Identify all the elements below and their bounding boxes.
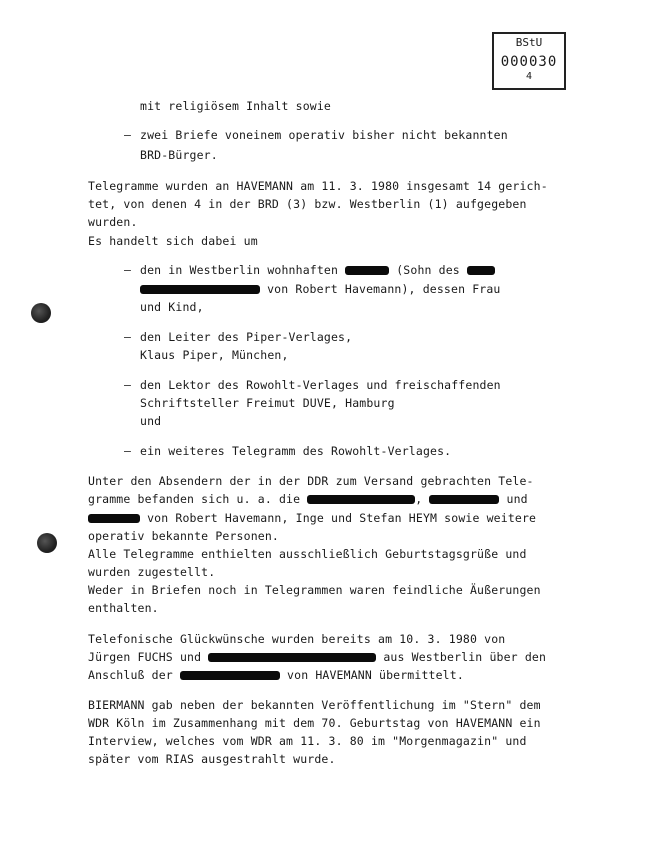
text-line: tet, von denen 4 in der BRD (3) bzw. Westberlin (1) aufgegeben [88, 197, 527, 211]
text-line: und Kind, [140, 300, 204, 314]
text-line: wurden zugestellt. [88, 565, 216, 579]
text-line: gramme befanden sich u. a. die , und [88, 492, 528, 506]
text-line: WDR Köln im Zusammenhang mit dem 70. Geburtstag von HAVEMANN ein [88, 716, 541, 730]
text-segment: von Robert Havemann), dessen Frau [267, 282, 501, 296]
text-line: Es handelt sich dabei um [88, 234, 258, 248]
redaction-bar [180, 671, 280, 680]
punch-hole-bottom [37, 533, 57, 553]
redaction-bar [88, 514, 140, 523]
text-segment: von Robert Havemann, Inge und Stefan HEYM sowie weitere [147, 511, 537, 525]
redaction-bar [429, 495, 499, 504]
bullet-dash: – [124, 330, 131, 344]
text-line: mit religiösem Inhalt sowie [140, 99, 331, 113]
text-line: später vom RIAS ausgestrahlt wurde. [88, 752, 336, 766]
bullet-dash: – [124, 263, 131, 277]
text-line [140, 282, 501, 296]
stamp-sub: 4 [525, 71, 533, 82]
text-line: Klaus Piper, München, [140, 348, 289, 362]
text-line: ein weiteres Telegramm des Rowohlt-Verlages. [140, 444, 452, 458]
text-line: Schriftsteller Freimut DUVE, Hamburg [140, 396, 395, 410]
text-segment: aus Westberlin über den [383, 650, 547, 664]
text-line: Telegramme wurden an HAVEMANN am 11. 3. 1980 insgesamt 14 gerich- [88, 179, 548, 193]
text-line [88, 650, 546, 664]
text-line [88, 668, 464, 682]
stamp-number: 000030 [500, 54, 558, 70]
text-line: operativ bekannte Personen. [88, 529, 279, 543]
text-line: Weder in Briefen noch in Telegrammen waren feindliche Äußerungen [88, 583, 541, 597]
redaction-bar [307, 495, 415, 504]
text-segment: von HAVEMANN übermittelt. [287, 668, 464, 682]
text-segment: (Sohn des [396, 263, 460, 277]
text-line [140, 263, 495, 277]
text-line: und [140, 414, 162, 428]
text-segment: Jürgen FUCHS und [88, 650, 202, 664]
redaction-bar [208, 653, 376, 662]
text-line: Alle Telegramme enthielten ausschließlich Geburtstagsgrüße und [88, 547, 527, 561]
archive-stamp [492, 32, 566, 90]
redaction-bar [467, 266, 495, 275]
text-line [88, 511, 536, 525]
text-line: Telefonische Glückwünsche wurden bereits am 10. 3. 1980 von [88, 632, 506, 646]
text-line: den Lektor des Rowohlt-Verlages und freischaffenden [140, 378, 501, 392]
text-line: Unter den Absendern der in der DDR zum Versand gebrachten Tele- [88, 474, 534, 488]
text-line: zwei Briefe voneinem operativ bisher nicht bekannten [140, 128, 508, 142]
bullet-dash: – [124, 128, 131, 142]
text-segment: gramme befanden sich u. a. die [88, 492, 301, 506]
stamp-org: BStU [515, 36, 543, 49]
text-segment: und [506, 492, 528, 506]
redaction-bar [345, 266, 389, 275]
punch-hole-top [31, 303, 51, 323]
bullet-dash: – [124, 444, 131, 458]
text-line: enthalten. [88, 601, 159, 615]
text-segment: den in Westberlin wohnhaften [140, 263, 339, 277]
text-line: BRD-Bürger. [140, 148, 218, 162]
text-segment: Anschluß der [88, 668, 173, 682]
text-line: Interview, welches vom WDR am 11. 3. 80 im "Morgenmagazin" und [88, 734, 527, 748]
text-line: BIERMANN gab neben der bekannten Veröffentlichung im "Stern" dem [88, 698, 541, 712]
text-line: wurden. [88, 215, 138, 229]
bullet-dash: – [124, 378, 131, 392]
text-line: den Leiter des Piper-Verlages, [140, 330, 353, 344]
redaction-bar [140, 285, 260, 294]
